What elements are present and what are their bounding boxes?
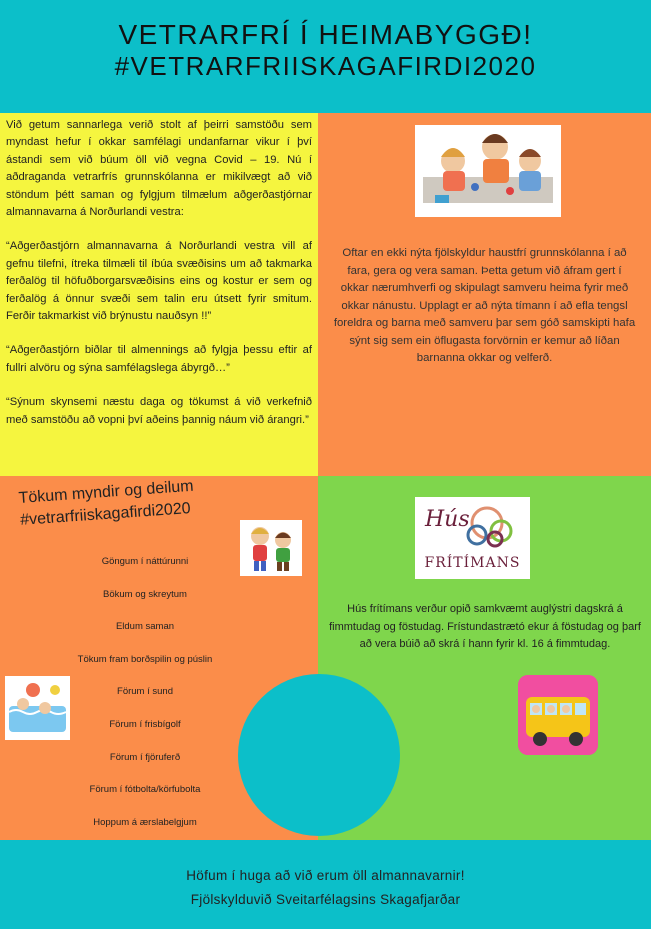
list-item: Hoppum á ærslabelgjum (93, 816, 197, 828)
swimming-icon (5, 676, 70, 740)
intro-text (6, 117, 312, 446)
school-bus-icon (518, 675, 598, 755)
footer-org: Fjölskylduvið Sveitarfélagsins Skagafjarðar (190, 892, 461, 907)
page-hashtag: #VETRARFRIISKAGAFIRDI2020 (114, 51, 537, 81)
list-item: Förum í frisbígolf (109, 718, 181, 730)
family-illustration (415, 125, 561, 217)
hus-text: Hús frítímans verður opið samkvæmt auglýstri dagskrá á fimmtudag og föstudag. Frístundastrætó ekur á föstudag og þarf að vera búið að skrá í hann fyrir kl. 16 á fimmtudag. (329, 603, 641, 650)
intro-paragraph: “Aðgerðastjórn biðlar til almennings að fylgja þessu eftir af fullri alvöru og sýna samfélagslega ábyrgð…” (6, 344, 312, 374)
school-bus-illustration (518, 675, 598, 755)
hus-logo-text: FRÍTÍMANS (424, 555, 521, 571)
list-item: Bökum og skreytum (103, 588, 187, 600)
swimming-illustration (5, 676, 70, 740)
intro-paragraph: “Sýnum skynsemi næstu daga og tökumst á við verkefnið með samstöðu að vopni því aðeins þannig náum við árangri.” (6, 396, 312, 426)
intro-paragraph: “Aðgerðastjórn almannavarna á Norðurlandi vestra vill af gefnu tilefni, ítreka tilmæli til íbúa svæðisins um að takmarka ferðalög til höfuðborgarsvæðisins eins og kostur er sem og ferðalög á önnur svæði sem talin eru útsett fyrir smitum. Ferðir takmarkist við brýnustu nauðsyn !!” (6, 240, 312, 323)
list-item: Förum í fótbolta/körfubolta (89, 784, 201, 796)
intro-paragraph: Við getum sannarlega verið stolt af þeirri samstöðu sem myndast hefur í okkar samfélagi undanfarnar vikur í því ástandi sem við búum öll við vegna Covid – 19. Nú í aðdraganda vetrarfrís grunnskólanna er mikilvægt að við stöndum þétt saman og fylgjum tilmælum aðgerðastjórnar almannavarna á Norðurlandi vestra: (6, 119, 312, 219)
hus-logo-script: Hús (425, 507, 470, 532)
page-title: VETRARFRÍ Í HEIMABYGGÐ! (118, 19, 533, 50)
list-item: Tökum fram borðspilin og púslin (77, 653, 213, 665)
list-item: Förum í sund (117, 686, 173, 698)
list-item: Förum í fjöruferð (109, 751, 181, 763)
decorative-circle (238, 674, 400, 836)
list-item: Eldum saman (115, 621, 175, 633)
share-title-line: Tökum myndir og deilum (18, 477, 195, 507)
family-text: Oftar en ekki nýta fjölskyldur haustfrí grunnskólanna í að fara, gera og vera saman. Þetta getum við áfram gert í okkar nærumhverfi og skipulagt samveru heima fyrir með okkar nánustu. Upplagt er að nýta tímann í að efla tengsl foreldra og barna með samveru þar sem góð samskipti hafa sýnt sig sem ein öflugasta forvörnin er kemur að líðan barnanna okkar og velferð. (333, 247, 636, 364)
list-item: Göngum í náttúrunni (101, 556, 189, 567)
family-crafting-icon (415, 125, 561, 217)
footer (0, 840, 651, 929)
header (0, 0, 651, 113)
footer-line: Höfum í huga að við erum öll almannavarnir! (186, 868, 465, 883)
share-hashtag: #vetrarfriiskagafirdi2020 (19, 500, 192, 529)
hus-fritimans-logo (415, 497, 530, 579)
